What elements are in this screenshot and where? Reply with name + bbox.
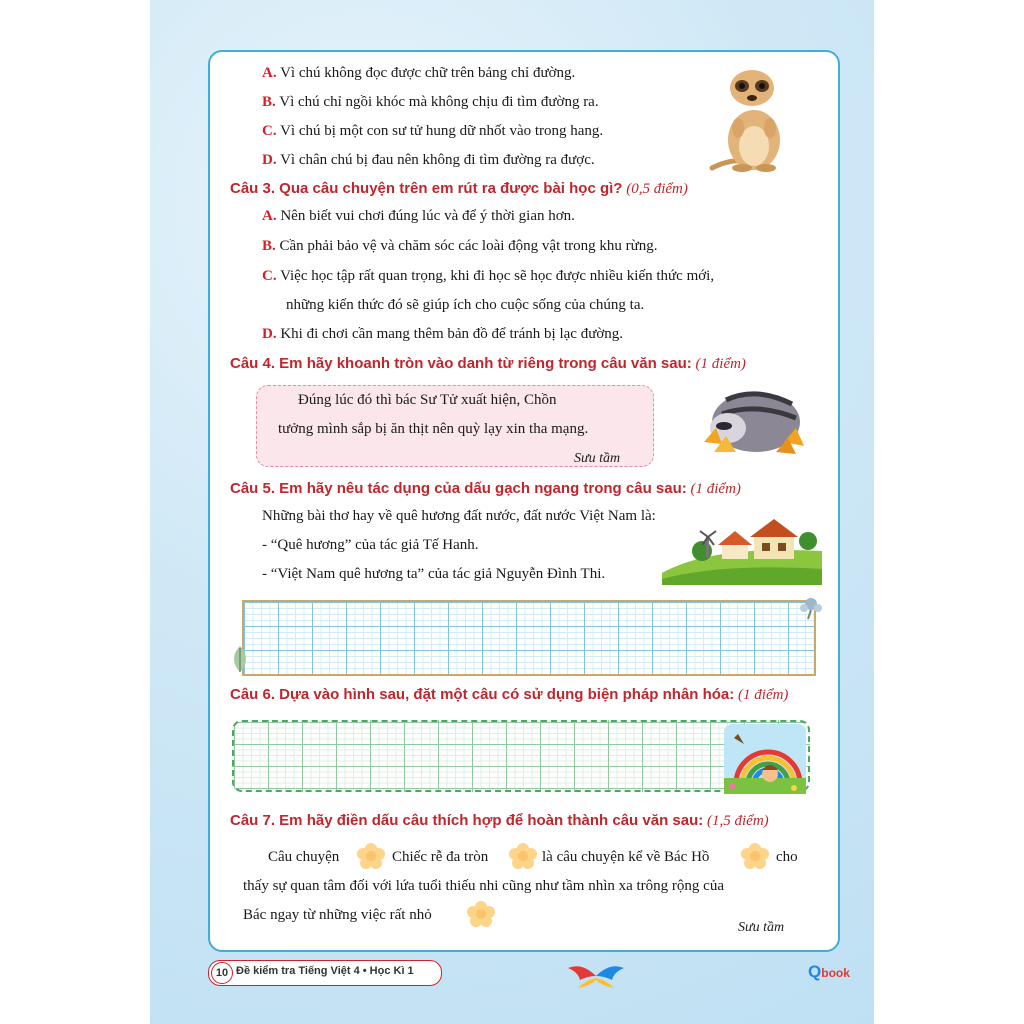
q2-option-d bbox=[262, 152, 595, 169]
blank-flower-icon[interactable] bbox=[740, 842, 770, 870]
q4-heading bbox=[230, 355, 746, 373]
q5-line-3: - “Việt Nam quê hương ta” của tác giả Nguyễn Đình Thi. bbox=[262, 566, 606, 582]
brand-letter-q: Q bbox=[808, 962, 822, 981]
option-text: Vì chú bị một con sư tử hung dữ nhốt vào trong hang. bbox=[280, 123, 604, 139]
village-illustration bbox=[662, 515, 822, 585]
page-number: 10 bbox=[211, 962, 233, 984]
blank-flower-icon[interactable] bbox=[356, 842, 386, 870]
option-letter: D. bbox=[262, 326, 277, 342]
q6-heading bbox=[230, 686, 788, 704]
q2-option-b bbox=[262, 94, 599, 111]
q7-line-2: thấy sự quan tâm đối với lứa tuổi thiếu nhi cũng như tầm nhìn xa trông rộng của bbox=[243, 878, 724, 894]
question-label: Câu 3. Qua câu chuyện trên em rút ra được bài học gì? bbox=[230, 180, 623, 197]
question-points: (0,5 điểm) bbox=[626, 181, 688, 197]
option-text: Việc học tập rất quan trọng, khi đi học sẽ học được nhiều kiến thức mới, bbox=[280, 268, 715, 284]
question-points: (1 điểm) bbox=[690, 481, 741, 497]
option-letter: C. bbox=[262, 268, 277, 284]
flower-ornament-icon bbox=[796, 592, 826, 620]
blank-flower-icon[interactable] bbox=[508, 842, 538, 870]
leaf-ornament-icon bbox=[228, 644, 252, 674]
option-letter: C. bbox=[262, 123, 277, 139]
blank-flower-icon[interactable] bbox=[466, 900, 496, 928]
q7-seg-3: là câu chuyện kể về Bác Hồ bbox=[542, 849, 710, 865]
q4-source: Sưu tầm bbox=[574, 451, 621, 466]
option-text: Khi đi chơi cần mang thêm bản đồ để tránh bị lạc đường. bbox=[280, 326, 623, 342]
rainbow-illustration bbox=[724, 724, 806, 794]
q5-line-2: - “Quê hương” của tác giả Tế Hanh. bbox=[262, 537, 479, 553]
q3-option-a bbox=[262, 208, 575, 225]
q7-source: Sưu tầm bbox=[738, 920, 785, 935]
q5-heading bbox=[230, 480, 741, 498]
q3-option-d bbox=[262, 326, 623, 343]
question-points: (1 điểm) bbox=[738, 687, 789, 703]
option-text: Nên biết vui chơi đúng lúc và để ý thời gian hơn. bbox=[280, 208, 575, 224]
option-letter: D. bbox=[262, 152, 277, 168]
writing-grid-q5[interactable] bbox=[242, 600, 816, 676]
option-letter: A. bbox=[262, 208, 277, 224]
question-label: Câu 4. Em hãy khoanh tròn vào danh từ riêng trong câu văn sau: bbox=[230, 355, 692, 372]
option-text: Cần phải bảo vệ và chăm sóc các loài động vật trong khu rừng. bbox=[279, 238, 658, 254]
q3-option-c-continuation bbox=[286, 297, 644, 314]
option-letter: B. bbox=[262, 238, 276, 254]
q2-option-a bbox=[262, 65, 575, 82]
question-points: (1 điểm) bbox=[695, 356, 746, 372]
option-text: Vì chú không đọc được chữ trên bảng chỉ đường. bbox=[280, 65, 576, 81]
question-points: (1,5 điểm) bbox=[707, 813, 769, 829]
q5-line-1: Những bài thơ hay về quê hương đất nước, đất nước Việt Nam là: bbox=[262, 508, 656, 524]
meerkat-illustration bbox=[702, 62, 798, 174]
q2-option-c bbox=[262, 123, 603, 140]
option-text: Vì chú chỉ ngồi khóc mà không chịu đi tìm đường ra. bbox=[279, 94, 599, 110]
q3-option-b bbox=[262, 238, 658, 255]
q4-quote-line-2: tưởng mình sắp bị ăn thịt nên quỳ lạy xin tha mạng. bbox=[278, 421, 589, 437]
question-label: Câu 5. Em hãy nêu tác dụng của dấu gạch ngang trong câu sau: bbox=[230, 480, 687, 497]
option-letter: B. bbox=[262, 94, 276, 110]
q3-option-c bbox=[262, 268, 714, 285]
footer-title: Đề kiểm tra Tiếng Việt 4 • Học Kì 1 bbox=[236, 965, 414, 977]
option-text: những kiến thức đó sẽ giúp ích cho cuộc sống của chúng ta. bbox=[286, 297, 645, 313]
q4-quote-line-1: Đúng lúc đó thì bác Sư Tử xuất hiện, Chồn bbox=[298, 392, 557, 408]
wings-logo-icon bbox=[566, 962, 626, 990]
option-text: Vì chân chú bị đau nên không đi tìm đường ra được. bbox=[280, 152, 595, 168]
brand-letters-rest: book bbox=[821, 966, 850, 980]
option-letter: A. bbox=[262, 65, 277, 81]
q3-heading bbox=[230, 180, 688, 198]
q7-heading bbox=[230, 812, 769, 830]
raccoon-illustration bbox=[696, 380, 808, 458]
q7-seg-4: cho bbox=[776, 849, 798, 865]
q7-line-3: Bác ngay từ những việc rất nhỏ bbox=[243, 907, 432, 923]
q7-seg-2: Chiếc rễ đa tròn bbox=[392, 849, 489, 865]
q7-seg-1: Câu chuyện bbox=[268, 849, 340, 865]
question-label: Câu 6. Dựa vào hình sau, đặt một câu có sử dụng biện pháp nhân hóa: bbox=[230, 686, 735, 703]
brand-logo bbox=[808, 962, 850, 982]
question-label: Câu 7. Em hãy điền dấu câu thích hợp để hoàn thành câu văn sau: bbox=[230, 812, 704, 829]
